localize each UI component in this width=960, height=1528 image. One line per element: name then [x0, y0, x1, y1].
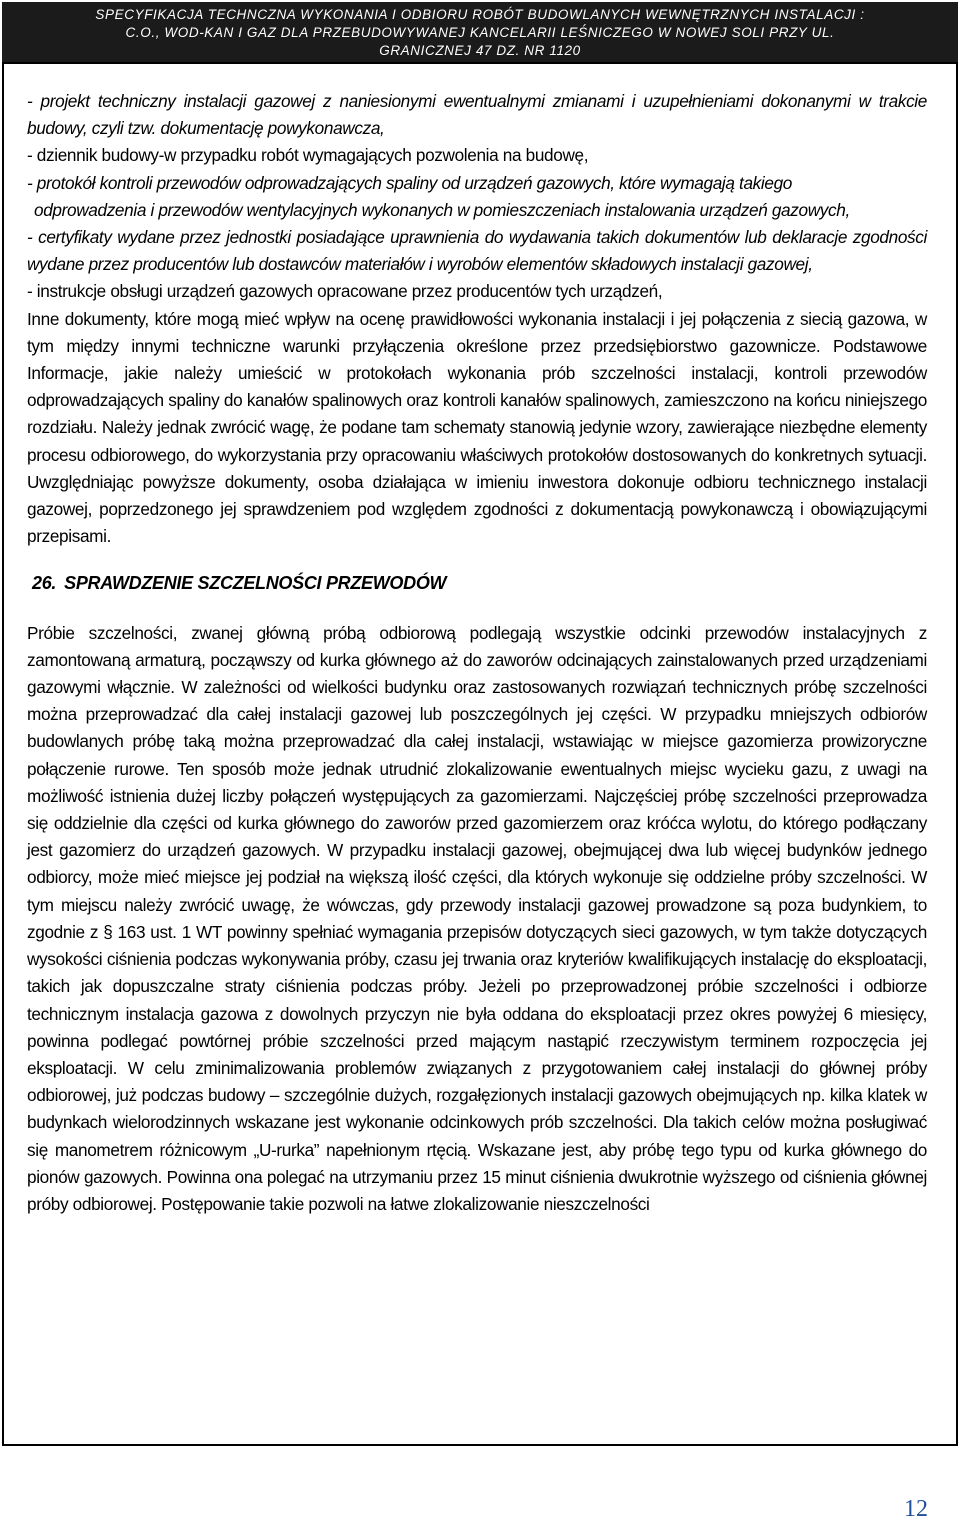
header-title-line-3: GRANICZNEJ 47 DZ. NR 1120: [379, 43, 581, 58]
paragraph-other-documents: Inne dokumenty, które mogą mieć wpływ na ocenę prawidłowości wykonania instalacji i jej połączenia z siecią gazowa, w tym między innymi techniczne warunki przyłączenia określone przez przedsiębiorstwo gazownicze. Podstawowe Informacje, jakie należy umieścić w protokołach wykonania prób szczelności instalacji, kontroli przewodów odprowadzających spaliny do kanałów spalinowych oraz kontroli kanałów spalinowych, zamieszczono na końcu niniejszego rozdziału. Należy jednak zwrócić wagę, że podane tam schematy stanowią jedynie wzory, zawierające niezbędne elementy procesu odbiorowego, do wykorzystania przy opracowaniu właściwych protokołów dostosowanych do konkretnych sytuacji. Uwzględniając powyższe dokumenty, osoba działająca w imieniu inwestora dokonuje odbioru technicznego instalacji gazowej, poprzedzonego jej sprawdzeniem pod względem zgodności z dokumentacją powykonawczą i obowiązującymi przepisami.: [27, 308, 927, 547]
list-item-construction-log: - dziennik budowy-w przypadku robót wymagających pozwolenia na budowę,: [27, 145, 589, 166]
document-header: [2, 2, 958, 62]
header-title-line-2: C.O., WOD-KAN I GAZ DLA PRZEBUDOWYWANEJ KANCELARII LEŚNICZEGO W NOWEJ SOLI PRZY UL.: [125, 25, 835, 40]
section-title: SPRAWDZENIE SZCZELNOŚCI PRZEWODÓW: [64, 573, 447, 594]
section-heading: [27, 570, 927, 597]
list-item-flue-protocol: - protokół kontroli przewodów odprowadzających spaliny od urządzeń gazowych, które wymagają takiego: [27, 172, 792, 193]
list-item-instructions: - instrukcje obsługi urządzeń gazowych opracowane przez producentów tych urządzeń,: [27, 281, 663, 302]
list-item-certificates: - certyfikaty wydane przez jednostki posiadające uprawnienia do wydawania takich dokumentów lub deklaracje zgodności wydane przez producentów lub dostawców materiałów i wyrobów elementów składowych instalacji gazowej,: [27, 227, 927, 275]
section-number: 26.: [32, 573, 57, 594]
section-paragraph: Próbie szczelności, zwanej główną próbą odbiorową podlegają wszystkie odcinki przewodów instalacyjnych z zamontowaną armaturą, począwszy od kurka głównego aż do zaworów odcinających zainstalowanych przed urządzeniami gazowymi włącznie. W zależności od wielkości budynku oraz zastosowanych rozwiązań technicznych próbę szczelności można przeprowadzać dla całej instalacji gazowej lub poszczególnych jej części. W przypadku mniejszych odbiorów budowlanych próbę taką można przeprowadzać dla całej instalacji, wstawiając w miejsce gazomierza prowizoryczne połączenie rurowe. Ten sposób może jednak utrudnić zlokalizowanie ewentualnych miejsc wycieku gazu, z uwagi na możliwość istnienia dużej liczby połączeń występujących za gazomierzami. Najczęściej próbę szczelności przeprowadza się oddzielnie dla części od kurka głównego do zaworów przed gazomierzem oraz króćca wylotu, do którego podłączany jest gazomierz do urządzeń gazowych. W przypadku instalacji gazowej, obejmującej dwa lub więcej budynków jednego odbiorcy, może mieć miejsce jej podział na większą ilość części, dla których wykonuje się oddzielne próby szczelności. W tym miejscu należy zwrócić uwagę, że wówczas, gdy przewody instalacji gazowej prowadzone są poza budynkiem, to zgodnie z § 163 ust. 1 WT powinny spełniać wymagania przepisów dotyczących sieci gazowych, w tym także dotyczących wysokości ciśnienia podczas wykonywania próby, czasu jej trwania oraz kryteriów kwalifikujących instalację do eksploatacji, takich jak dopuszczalne straty ciśnienia podczas próby. Jeżeli po przeprowadzonej próbie szczelności i odbiorze technicznym instalacja gazowa z dowolnych przyczyn nie była oddana do eksploatacji przez okres powyżej 6 miesięcy, powinna podlegać powtórnej próbie szczelności przed mającym nastąpić rzeczywistym terminem rozpoczęcia jej eksploatacji. W celu zminimalizowania problemów związanych z przygotowaniem całej instalacji do głównej próby odbiorowej, już podczas budowy – szczególnie dużych, rozgałęzionych instalacji gazowych obejmujących np. kilka klatek w budynkach wielorodzinnych wskazane jest wykonanie odcinkowych prób szczelności. Dla takich celów można posługiwać się manometrem różnicowym „U-rurka” napełnionym rtęcią. Wskazane jest, aby próbę tego typu od kurka głównego do pionów gazowych. Powinna ona polegać na utrzymaniu przez 15 minut ciśnienia dwukrotnie wyższego od ciśnienia głównej próby odbiorowej. Postępowanie takie pozwoli na łatwe zlokalizowanie nieszczelności: [27, 622, 927, 1214]
header-title-line-1: SPECYFIKACJA TECHNCZNA WYKONANIA I ODBIORU ROBÓT BUDOWLANYCH WEWNĘTRZNYCH INSTALACJI :: [95, 7, 865, 22]
page-number: 12: [904, 1496, 928, 1522]
list-item-flue-protocol-continued: odprowadzenia i przewodów wentylacyjnych wykonanych w pomieszczeniach instalowania urządzeń gazowych,: [34, 199, 850, 220]
list-item-project: - projekt techniczny instalacji gazowej z naniesionymi ewentualnymi zmianami i uzupełnieniami dokonanymi w trakcie budowy, czyli tzw. dokumentację powykonawcza,: [27, 91, 927, 139]
document-body: [27, 88, 927, 1218]
